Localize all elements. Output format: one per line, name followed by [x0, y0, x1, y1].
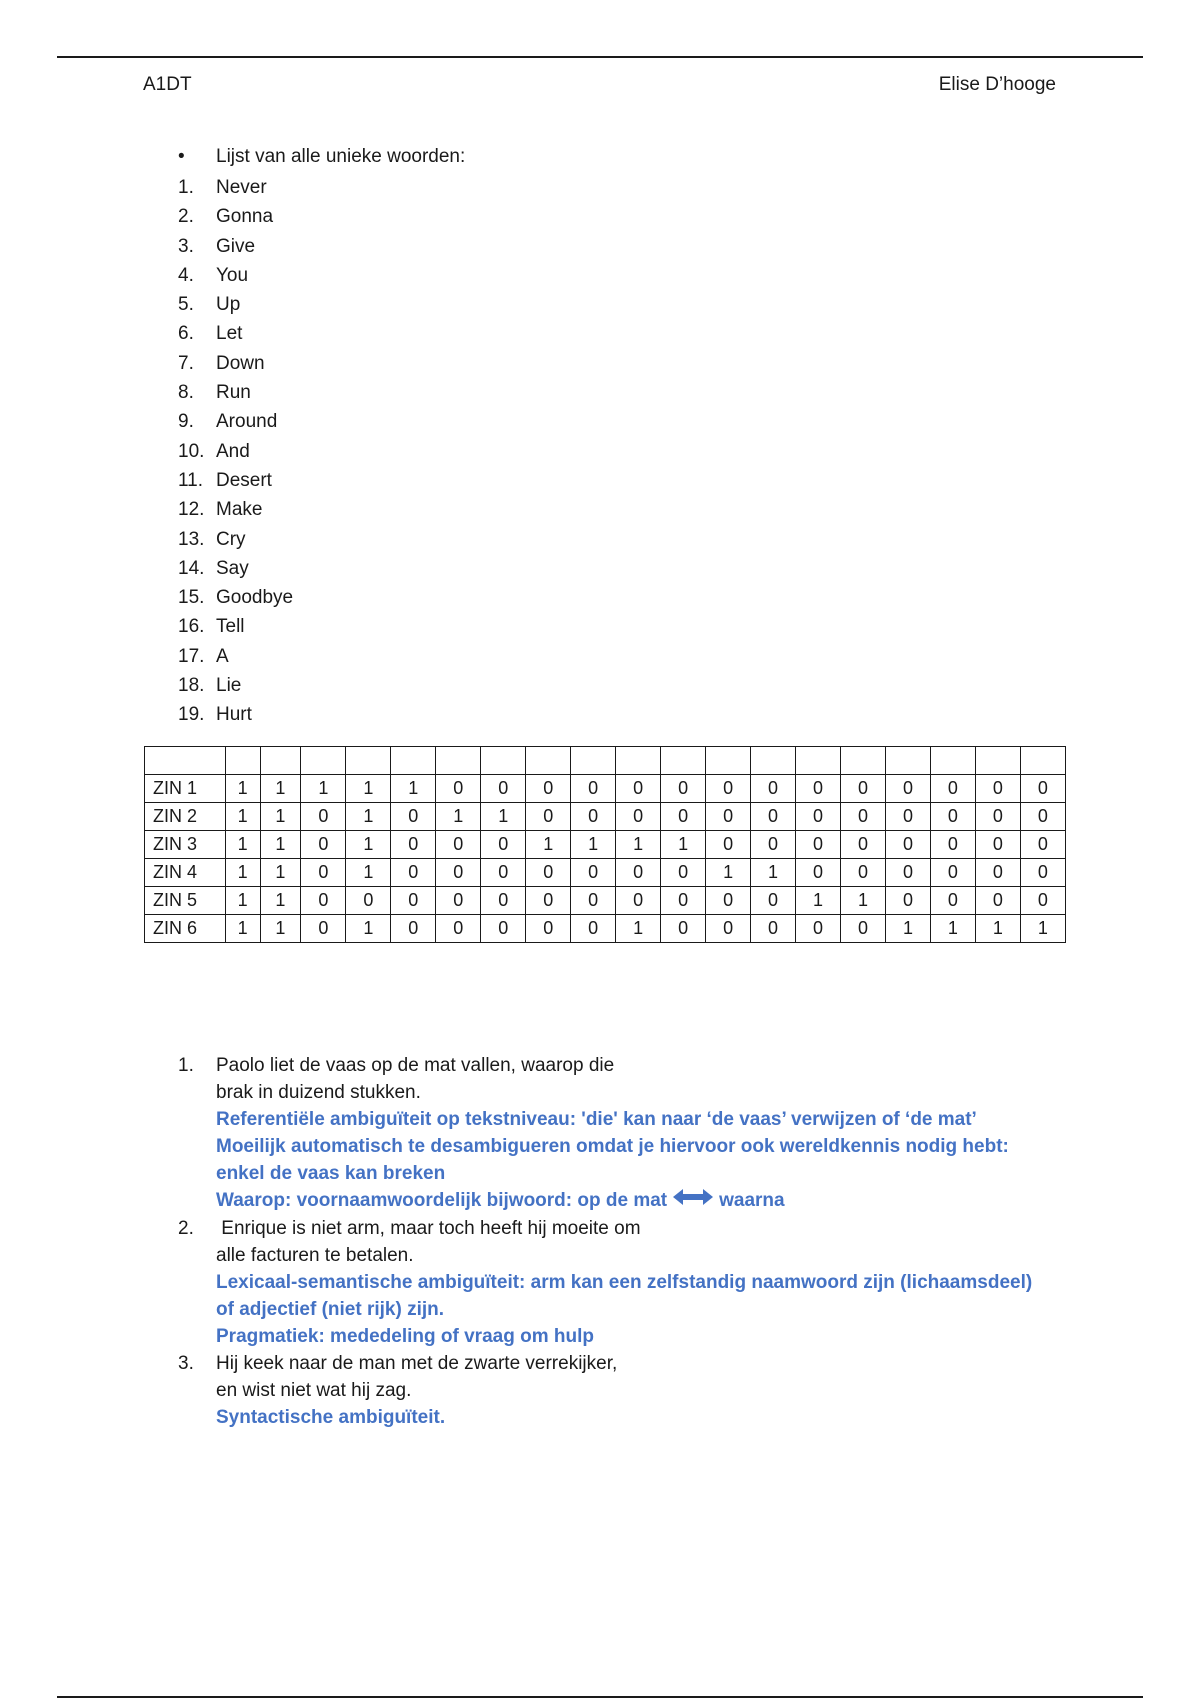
table-cell: 0: [841, 859, 886, 887]
table-cell: 0: [975, 887, 1020, 915]
table-cell: 1: [751, 859, 796, 887]
table-cell: 0: [1020, 803, 1065, 831]
analysis-note: Pragmatiek: mededeling of vraag om hulp: [216, 1326, 594, 1347]
table-cell: 1: [225, 831, 260, 859]
word-list-word: Around: [216, 411, 278, 433]
word-list-number: 1.: [178, 177, 194, 198]
table-cell: 1: [260, 803, 301, 831]
question-item: [178, 1215, 1078, 1350]
table-cell: 0: [885, 775, 930, 803]
table-cell: 0: [301, 803, 346, 831]
word-list-word: And: [216, 440, 250, 462]
table-cell: 1: [225, 887, 260, 915]
word-list-number: 15.: [178, 587, 205, 609]
table-cell: 0: [481, 915, 526, 943]
table-cell: 1: [616, 915, 661, 943]
word-list-word: Desert: [216, 469, 272, 491]
question-number: 3.: [178, 1353, 194, 1374]
table-header-cell: [616, 747, 661, 775]
word-list-item: [178, 349, 293, 378]
table-cell: 0: [751, 803, 796, 831]
table-cell: 0: [661, 803, 706, 831]
word-list-item: [178, 290, 293, 319]
table-cell: 0: [885, 887, 930, 915]
table-cell: 0: [436, 915, 481, 943]
table-cell: 0: [571, 915, 616, 943]
word-list-word: Goodbye: [216, 587, 294, 609]
table-cell: 1: [346, 859, 391, 887]
table-cell: 0: [391, 859, 436, 887]
table-cell: 0: [1020, 887, 1065, 915]
word-list-item: [178, 495, 293, 524]
table-header-cell: [301, 747, 346, 775]
word-list-number: 9.: [178, 411, 194, 433]
bullet-icon: •: [178, 146, 185, 167]
table-cell: 0: [841, 831, 886, 859]
table-cell: 0: [571, 887, 616, 915]
table-cell: 0: [885, 859, 930, 887]
table-row: [145, 831, 1066, 859]
table-cell: 0: [661, 859, 706, 887]
table-cell: 0: [975, 775, 1020, 803]
word-list-number: 8.: [178, 382, 194, 404]
table-cell: 1: [885, 915, 930, 943]
sentence-label-cell: ZIN 4: [145, 859, 226, 887]
question-sentence-line: Hij keek naar de man met de zwarte verrekijker,: [216, 1353, 618, 1374]
table-cell: 1: [260, 859, 301, 887]
table-cell: 0: [1020, 831, 1065, 859]
table-cell: 0: [841, 803, 886, 831]
table-header-cell: [796, 747, 841, 775]
table-cell: 0: [661, 915, 706, 943]
table-cell: 0: [706, 775, 751, 803]
table-cell: 1: [391, 775, 436, 803]
table-header-cell: [1020, 747, 1065, 775]
word-list-item: [178, 583, 293, 612]
table-cell: 0: [751, 887, 796, 915]
word-list-word: Say: [216, 557, 249, 579]
word-list-word: Run: [216, 382, 251, 404]
table-header-cell: [706, 747, 751, 775]
table-cell: 0: [391, 887, 436, 915]
question-sentence-line: Enrique is niet arm, maar toch heeft hij moeite om: [216, 1218, 641, 1239]
table-cell: 0: [571, 775, 616, 803]
question-item: [178, 1052, 1078, 1215]
word-list-number: 17.: [178, 645, 205, 667]
table-cell: 0: [975, 803, 1020, 831]
table-header-cell: [975, 747, 1020, 775]
question-sentence-line: alle facturen te betalen.: [216, 1245, 414, 1266]
word-list-number: 5.: [178, 294, 194, 316]
table-cell: 0: [571, 859, 616, 887]
table-header-cell: [436, 747, 481, 775]
analysis-note: Moeilijk automatisch te desambigueren omdat je hiervoor ook wereldkennis nodig hebt:: [216, 1136, 1009, 1157]
table-header-cell: [751, 747, 796, 775]
table-cell: 0: [436, 859, 481, 887]
header-author: Elise D’hooge: [938, 74, 1056, 95]
table-cell: 1: [1020, 915, 1065, 943]
word-list-item: [178, 437, 293, 466]
table-cell: 1: [346, 915, 391, 943]
table-cell: 0: [526, 859, 571, 887]
table-cell: 0: [436, 887, 481, 915]
ambiguity-question-list: [178, 1052, 1078, 1431]
table-header-cell: [930, 747, 975, 775]
table-cell: 0: [885, 803, 930, 831]
word-list-item: [178, 671, 293, 700]
word-list-item: [178, 202, 293, 231]
table-cell: 1: [346, 775, 391, 803]
table-row: [145, 775, 1066, 803]
footer-rule: [57, 1696, 1143, 1698]
word-list-item: [178, 173, 293, 202]
table-cell: 1: [225, 859, 260, 887]
table-header-cell: [145, 747, 226, 775]
arrow-note-before: Waarop: voornaamwoordelijk bijwoord: op de mat: [216, 1190, 668, 1212]
table-row: [145, 803, 1066, 831]
word-list-item: [178, 554, 293, 583]
table-cell: 0: [796, 775, 841, 803]
table-cell: 0: [346, 887, 391, 915]
word-list-word: You: [216, 264, 249, 286]
sentence-label-cell: ZIN 6: [145, 915, 226, 943]
word-list-word: Down: [216, 352, 265, 374]
word-list-word: Make: [216, 499, 263, 521]
analysis-note: enkel de vaas kan breken: [216, 1163, 446, 1184]
table-cell: 0: [571, 803, 616, 831]
word-list-number: 6.: [178, 323, 194, 345]
table-cell: 1: [975, 915, 1020, 943]
table-header-cell: [526, 747, 571, 775]
table-cell: 0: [841, 775, 886, 803]
table-cell: 0: [301, 831, 346, 859]
word-list-word: Lie: [216, 675, 242, 697]
table-header-cell: [346, 747, 391, 775]
table-cell: 0: [661, 887, 706, 915]
arrow-note-after: waarna: [719, 1190, 785, 1212]
word-list-word: Tell: [216, 616, 245, 638]
table-cell: 1: [346, 831, 391, 859]
table-cell: 0: [301, 915, 346, 943]
table-cell: 0: [930, 775, 975, 803]
word-list-item: [178, 642, 293, 671]
question-sentence-line: brak in duizend stukken.: [216, 1082, 421, 1103]
word-list-number: 12.: [178, 499, 205, 521]
header-course-code: A1DT: [143, 74, 192, 95]
word-list-word: Up: [216, 294, 241, 316]
word-list-item: [178, 378, 293, 407]
table-cell: 1: [526, 831, 571, 859]
word-list-item: [178, 232, 293, 261]
word-list-item: [178, 612, 293, 641]
table-cell: 0: [796, 803, 841, 831]
table-cell: 0: [706, 887, 751, 915]
sentence-label-cell: ZIN 1: [145, 775, 226, 803]
table-header-cell: [225, 747, 260, 775]
table-cell: 1: [616, 831, 661, 859]
table-row: [145, 887, 1066, 915]
table-cell: 0: [796, 831, 841, 859]
table-cell: 0: [930, 859, 975, 887]
word-list-word: Gonna: [216, 206, 274, 228]
word-list-number: 16.: [178, 616, 205, 638]
table-cell: 1: [841, 887, 886, 915]
table-cell: 0: [436, 775, 481, 803]
table-cell: 0: [481, 775, 526, 803]
question-sentence-line: en wist niet wat hij zag.: [216, 1380, 412, 1401]
sentence-label-cell: ZIN 3: [145, 831, 226, 859]
table-cell: 1: [930, 915, 975, 943]
table-cell: 0: [391, 831, 436, 859]
table-header-row: [145, 747, 1066, 775]
table-row: [145, 859, 1066, 887]
table-cell: 0: [481, 831, 526, 859]
table-cell: 1: [260, 775, 301, 803]
table-cell: 0: [885, 831, 930, 859]
table-cell: 1: [796, 887, 841, 915]
question-sentence-line: Paolo liet de vaas op de mat vallen, waarop die: [216, 1055, 615, 1076]
analysis-note: Syntactische ambiguïteit.: [216, 1407, 446, 1428]
table-cell: 0: [391, 803, 436, 831]
table-cell: 0: [526, 775, 571, 803]
table-cell: 0: [481, 859, 526, 887]
table-cell: 0: [616, 859, 661, 887]
word-list-item: [178, 466, 293, 495]
table-cell: 0: [930, 887, 975, 915]
unique-word-list: [178, 173, 293, 730]
word-matrix-table: [144, 746, 1066, 943]
word-list-item: [178, 261, 293, 290]
table-cell: 0: [526, 915, 571, 943]
table-header-cell: [481, 747, 526, 775]
table-cell: 0: [436, 831, 481, 859]
double-arrow-icon: [671, 1187, 715, 1215]
sentence-label-cell: ZIN 5: [145, 887, 226, 915]
word-list-item: [178, 525, 293, 554]
table-cell: 1: [260, 831, 301, 859]
table-cell: 0: [796, 859, 841, 887]
table-cell: 0: [391, 915, 436, 943]
header-rule: [57, 56, 1143, 58]
table-header-cell: [260, 747, 301, 775]
table-cell: 0: [706, 831, 751, 859]
table-cell: 1: [661, 831, 706, 859]
analysis-note-arrow: [216, 1187, 1078, 1215]
analysis-note: of adjectief (niet rijk) zijn.: [216, 1299, 445, 1320]
word-list-heading-text: Lijst van alle unieke woorden:: [216, 146, 466, 167]
table-cell: 0: [301, 859, 346, 887]
table-cell: 1: [225, 775, 260, 803]
table-cell: 0: [616, 887, 661, 915]
analysis-note: Lexicaal-semantische ambiguïteit: arm kan een zelfstandig naamwoord zijn (lichaamsdeel): [216, 1272, 1033, 1293]
word-list-number: 10.: [178, 440, 205, 462]
word-list-item: [178, 700, 293, 729]
word-list-word: Hurt: [216, 704, 252, 726]
table-cell: 1: [436, 803, 481, 831]
analysis-note: Referentiële ambiguïteit op tekstniveau: 'die' kan naar ‘de vaas’ verwijzen of ‘de mat’: [216, 1109, 977, 1130]
table-header-cell: [841, 747, 886, 775]
table-cell: 1: [346, 803, 391, 831]
table-cell: 0: [975, 859, 1020, 887]
word-list-number: 2.: [178, 206, 194, 228]
word-list-number: 7.: [178, 352, 194, 374]
table-cell: 0: [975, 831, 1020, 859]
table-cell: 0: [616, 775, 661, 803]
word-list-number: 13.: [178, 528, 205, 550]
table-header-cell: [661, 747, 706, 775]
table-cell: 1: [481, 803, 526, 831]
sentence-label-cell: ZIN 2: [145, 803, 226, 831]
word-list-word: Cry: [216, 528, 246, 550]
table-cell: 0: [616, 803, 661, 831]
table-cell: 1: [706, 859, 751, 887]
table-cell: 0: [841, 915, 886, 943]
table-cell: 1: [225, 803, 260, 831]
table-cell: 0: [526, 887, 571, 915]
table-cell: 0: [796, 915, 841, 943]
word-list-number: 4.: [178, 264, 194, 286]
table-cell: 1: [225, 915, 260, 943]
table-cell: 0: [661, 775, 706, 803]
table-cell: 0: [930, 803, 975, 831]
table-cell: 1: [301, 775, 346, 803]
table-cell: 1: [260, 915, 301, 943]
word-list-word: Never: [216, 177, 267, 198]
word-list-item: [178, 319, 293, 348]
question-number: 1.: [178, 1055, 194, 1076]
word-list-number: 19.: [178, 704, 205, 726]
table-cell: 1: [260, 887, 301, 915]
table-header-cell: [885, 747, 930, 775]
question-item: [178, 1350, 1078, 1431]
word-list-heading: [178, 144, 465, 170]
word-list-word: A: [216, 645, 229, 667]
table-cell: 0: [706, 803, 751, 831]
table-cell: 0: [751, 775, 796, 803]
word-list-item: [178, 407, 293, 436]
word-list-word: Let: [216, 323, 243, 345]
word-list-number: 14.: [178, 557, 205, 579]
table-header-cell: [571, 747, 616, 775]
table-cell: 0: [526, 803, 571, 831]
table-header-cell: [391, 747, 436, 775]
table-cell: 0: [481, 887, 526, 915]
word-list-number: 18.: [178, 675, 205, 697]
question-number: 2.: [178, 1218, 194, 1239]
table-cell: 0: [706, 915, 751, 943]
table-cell: 0: [930, 831, 975, 859]
table-cell: 0: [1020, 859, 1065, 887]
table-cell: 0: [751, 831, 796, 859]
word-list-number: 3.: [178, 235, 194, 257]
word-list-word: Give: [216, 235, 256, 257]
table-cell: 0: [301, 887, 346, 915]
table-cell: 0: [751, 915, 796, 943]
table-cell: 1: [571, 831, 616, 859]
word-list-number: 11.: [178, 469, 204, 491]
table-cell: 0: [1020, 775, 1065, 803]
table-row: [145, 915, 1066, 943]
